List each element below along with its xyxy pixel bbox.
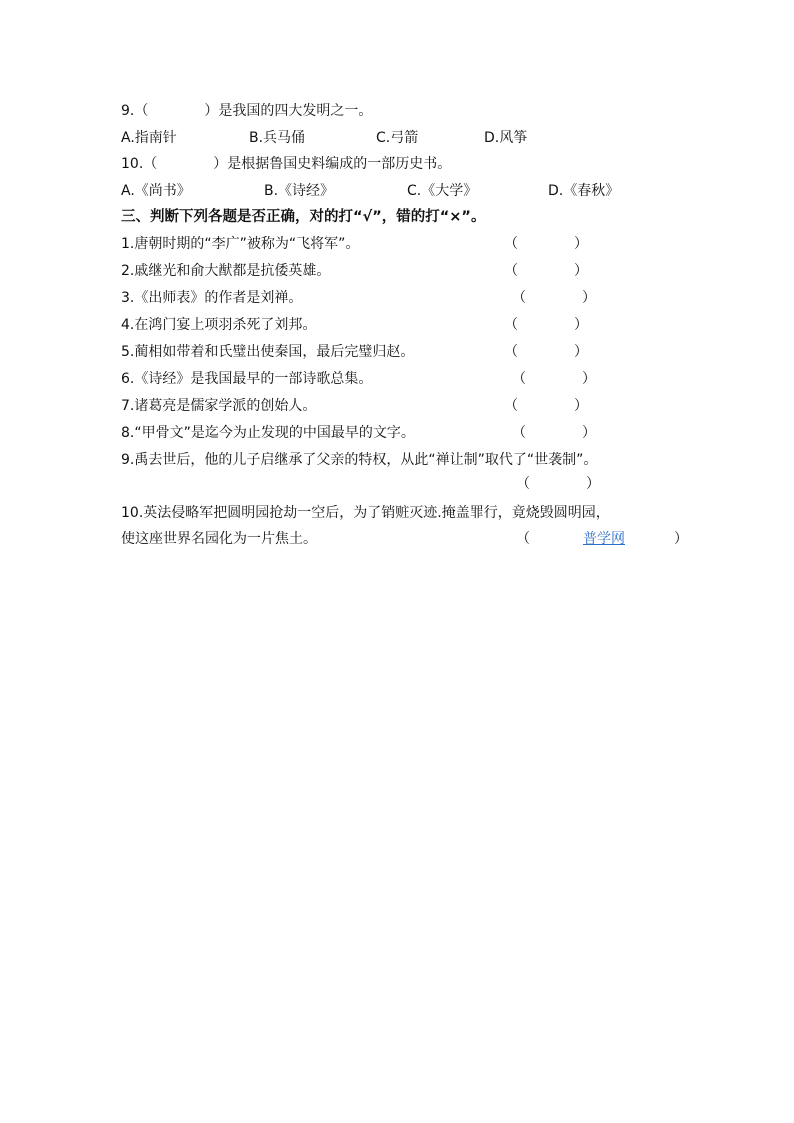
question-10-option-b: B.《诗经》 <box>264 183 335 199</box>
question-9-option-c: C.弓箭 <box>376 130 419 146</box>
tf-item-2: 2.戚继光和俞大猷都是抗倭英雄。 <box>121 263 331 279</box>
question-10-stem: 10.（ ）是根据鲁国史料编成的一部历史书。 <box>121 156 452 172</box>
question-10-option-c: C.《大学》 <box>407 183 478 199</box>
tf-item-7: 7.诸葛亮是儒家学派的创始人。 <box>121 398 317 414</box>
question-9-stem: 9.（ ）是我国的四大发明之一。 <box>121 103 373 119</box>
tf-item-5: 5.蔺相如带着和氏璧出使秦国，最后完璧归赵。 <box>121 344 415 360</box>
tf-item-6: 6.《诗经》是我国最早的一部诗歌总集。 <box>121 371 373 387</box>
section-3-title: 三、判断下列各题是否正确，对的打“√”，错的打“×”。 <box>121 209 486 225</box>
tf-answer-blank-5[interactable]: （ ） <box>504 344 588 360</box>
question-9-option-d: D.风筝 <box>484 130 528 146</box>
question-10-option-d: D.《春秋》 <box>548 183 620 199</box>
tf-item-3: 3.《出师表》的作者是刘禅。 <box>121 290 303 306</box>
tf-answer-blank-7[interactable]: （ ） <box>504 398 588 414</box>
tf-answer-blank-3[interactable]: （ ） <box>512 290 596 306</box>
tf-answer-blank-4[interactable]: （ ） <box>504 317 588 333</box>
question-9-option-a: A.指南针 <box>121 130 177 146</box>
tf-answer-blank-1[interactable]: （ ） <box>504 236 588 252</box>
tf-item-8: 8.“甲骨文”是迄今为止发现的中国最早的文字。 <box>121 425 415 441</box>
source-link[interactable]: 普学网 <box>583 531 625 547</box>
tf-answer-blank-10-open: （ <box>516 531 530 547</box>
question-10-option-a: A.《尚书》 <box>121 183 191 199</box>
tf-item-10-line-1: 10.英法侵略军把圆明园抢劫一空后，为了销赃灭迹.掩盖罪行，竟烧毁圆明园， <box>121 505 610 521</box>
question-9-option-b: B.兵马俑 <box>249 130 306 146</box>
tf-answer-blank-9[interactable]: （ ） <box>516 476 600 492</box>
tf-answer-blank-8[interactable]: （ ） <box>512 425 596 441</box>
tf-item-4: 4.在鸿门宴上项羽杀死了刘邦。 <box>121 317 317 333</box>
tf-item-10-line-2: 使这座世界名园化为一片焦土。 <box>121 531 317 547</box>
tf-answer-blank-10-close: ） <box>674 531 688 547</box>
tf-answer-blank-6[interactable]: （ ） <box>512 371 596 387</box>
tf-item-1: 1.唐朝时期的“李广”被称为“飞将军”。 <box>121 236 360 252</box>
tf-answer-blank-2[interactable]: （ ） <box>504 263 588 279</box>
tf-item-9: 9.禹去世后，他的儿子启继承了父亲的特权，从此“禅让制”取代了“世袭制”。 <box>121 452 598 468</box>
